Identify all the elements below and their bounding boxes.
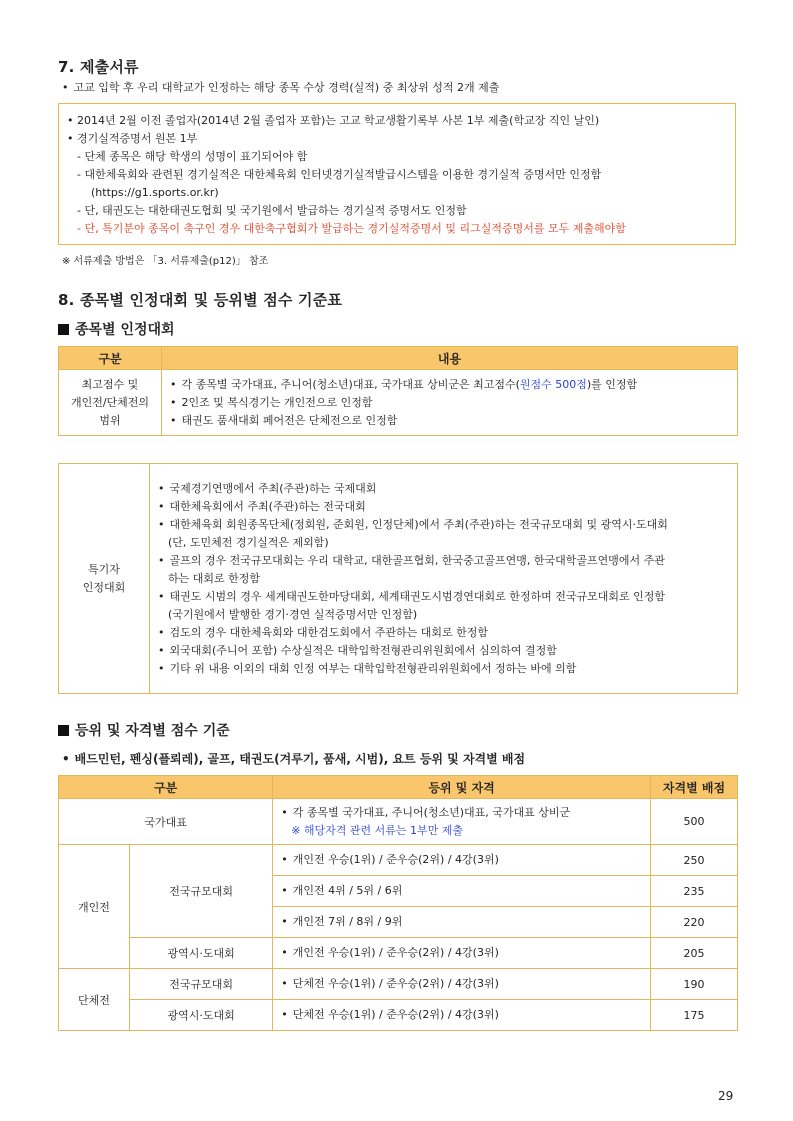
cell-rank: [273, 938, 651, 969]
submission-line: - 단, 특기분야 종목이 축구인 경우 대한축구협회가 발급하는 경기실적증명서 및 리그실적증명서를 모두 제출해야함: [77, 222, 626, 235]
list-item: • 각 종목별 국가대표, 주니어(청소년)대표, 국가대표 상비군은 최고점수(원점수 500점)를 인정함: [170, 376, 729, 394]
subsection-scores: [58, 720, 230, 740]
page-number: 29: [718, 1089, 734, 1103]
submission-box: [58, 103, 736, 245]
list-item: • 외국대회(주니어 포함) 수상실적은 대학입학전형관리위원회에서 심의하여 결정함: [158, 642, 729, 660]
square-bullet-icon: [58, 725, 69, 736]
submission-line: - 단체 종목은 해당 학생의 성명이 표기되어야 함: [77, 150, 308, 163]
label-line: 인정대회: [82, 580, 126, 594]
list-item: • 태권도 품새대회 페어전은 단체전으로 인정함: [170, 412, 729, 430]
cell-rank: [273, 1000, 651, 1031]
cell-score: 500: [651, 799, 738, 845]
cell-score: 175: [651, 1000, 738, 1031]
rank-text: • 개인전 우승(1위) / 준우승(2위) / 4강(3위): [281, 851, 642, 869]
label-line: 최고점수 및: [81, 377, 139, 391]
list-item: • 골프의 경우 전국규모대회는 우리 대학교, 대한골프협회, 한국중고골프연맹, 한국대학골프연맹에서 주관: [158, 552, 729, 570]
rank-text: • 단체전 우승(1위) / 준우승(2위) / 4강(3위): [281, 975, 642, 993]
cell-national-text: [273, 799, 651, 845]
cell-nationwide: 전국규모대회: [130, 845, 273, 938]
header-content: 내용: [162, 347, 738, 370]
list-item: • 태권도 시범의 경우 세계태권도한마당대회, 세계태권도시범경연대회로 한정하며 전국규모대회로 인정함: [158, 588, 729, 606]
section7-title: 7. 제출서류: [58, 58, 139, 76]
header-category: 구분: [59, 776, 273, 799]
header-score: 자격별 배점: [651, 776, 738, 799]
cell-regional: 광역시·도대회: [130, 1000, 273, 1031]
rank-text: • 단체전 우승(1위) / 준우승(2위) / 4강(3위): [281, 1006, 642, 1024]
section7-intro: • 고교 입학 후 우리 대학교가 인정하는 해당 종목 수상 경력(실적) 중 최상위 성적 2개 제출: [62, 80, 499, 95]
list-item-continued: 하는 대회로 한정함: [168, 571, 261, 585]
cell-score: 235: [651, 876, 738, 907]
list-item: • 각 종목별 국가대표, 주니어(청소년)대표, 국가대표 상비군: [281, 804, 642, 822]
header-category: 구분: [59, 347, 162, 370]
cell-rank: [273, 876, 651, 907]
cell-national: 국가대표: [59, 799, 273, 845]
cell-rank: [273, 845, 651, 876]
list-item: • 국제경기연맹에서 주최(주관)하는 국제대회: [158, 480, 729, 498]
cell-rank: [273, 969, 651, 1000]
list-item-continued: (국기원에서 발행한 경기·경연 실적증명서만 인정함): [168, 607, 418, 621]
cell-regional: 광역시·도대회: [130, 938, 273, 969]
cell-score: 190: [651, 969, 738, 1000]
subsection-events: [58, 319, 175, 339]
cell-individual: 개인전: [59, 845, 130, 969]
header-rank: 등위 및 자격: [273, 776, 651, 799]
label-line: 특기자: [88, 562, 120, 576]
submission-line: • 경기실적증명서 원본 1부: [67, 132, 198, 145]
special-content: [150, 464, 738, 694]
list-item: • 대한체육회에서 주최(주관)하는 전국대회: [158, 498, 729, 516]
scope-content: [162, 370, 738, 436]
national-note: ※ 해당자격 관련 서류는 1부만 제출: [291, 823, 464, 837]
submission-line: - 단, 태권도는 대한태권도협회 및 국기원에서 발급하는 경기실적 증명서도 인정함: [77, 204, 467, 217]
cell-rank: [273, 907, 651, 938]
list-item: • 2인조 및 복식경기는 개인전으로 인정함: [170, 394, 729, 412]
list-item: • 검도의 경우 대한체육회와 대한검도회에서 주관하는 대회로 한정함: [158, 624, 729, 642]
submission-line: - 대한체육회와 관련된 경기실적은 대한체육회 인터넷경기실적발급시스템을 이용한 경기실적 증명서만 인정함: [77, 168, 602, 181]
submission-line: (https://g1.sports.or.kr): [91, 186, 219, 199]
subsection-scores-label: 등위 및 자격별 점수 기준: [75, 723, 230, 739]
label-line: 개인전/단체전의: [70, 395, 150, 409]
score-table: [58, 775, 738, 1031]
cell-nationwide: 전국규모대회: [130, 969, 273, 1000]
rank-text: • 개인전 7위 / 8위 / 9위: [281, 913, 642, 931]
label-line: 범위: [99, 413, 121, 427]
list-item-continued: (단, 도민체전 경기실적은 제외함): [168, 535, 329, 549]
square-bullet-icon: [58, 324, 69, 335]
rank-text: • 개인전 우승(1위) / 준우승(2위) / 4강(3위): [281, 944, 642, 962]
row-label-scope: [59, 370, 162, 436]
list-item: • 기타 위 내용 이외의 대회 인정 여부는 대학입학전형관리위원회에서 정하는 바에 의함: [158, 660, 729, 678]
list-item: • 대한체육회 회원종목단체(정회원, 준회원, 인정단체)에서 주최(주관)하는 전국규모대회 및 광역시·도대회: [158, 516, 729, 534]
subsection-events-label: 종목별 인정대회: [75, 322, 175, 338]
cell-team: 단체전: [59, 969, 130, 1031]
submission-line: • 2014년 2월 이전 졸업자(2014년 2월 졸업자 포함)는 고교 학교생활기록부 사본 1부 제출(학교장 직인 날인): [67, 114, 600, 127]
cell-score: 250: [651, 845, 738, 876]
cell-score: 205: [651, 938, 738, 969]
scores-bullet: • 배드민턴, 펜싱(플뢰레), 골프, 태권도(겨루기, 품새, 시범), 요트 등위 및 자격별 배점: [62, 750, 525, 767]
row-label-special: [59, 464, 150, 694]
cell-score: 220: [651, 907, 738, 938]
rank-text: • 개인전 4위 / 5위 / 6위: [281, 882, 642, 900]
events-table-2: [58, 463, 738, 694]
section8-title: 8. 종목별 인정대회 및 등위별 점수 기준표: [58, 291, 343, 309]
submission-note: ※ 서류제출 방법은 「3. 서류제출(p12)」 참조: [62, 256, 269, 267]
events-table-1: [58, 346, 738, 436]
